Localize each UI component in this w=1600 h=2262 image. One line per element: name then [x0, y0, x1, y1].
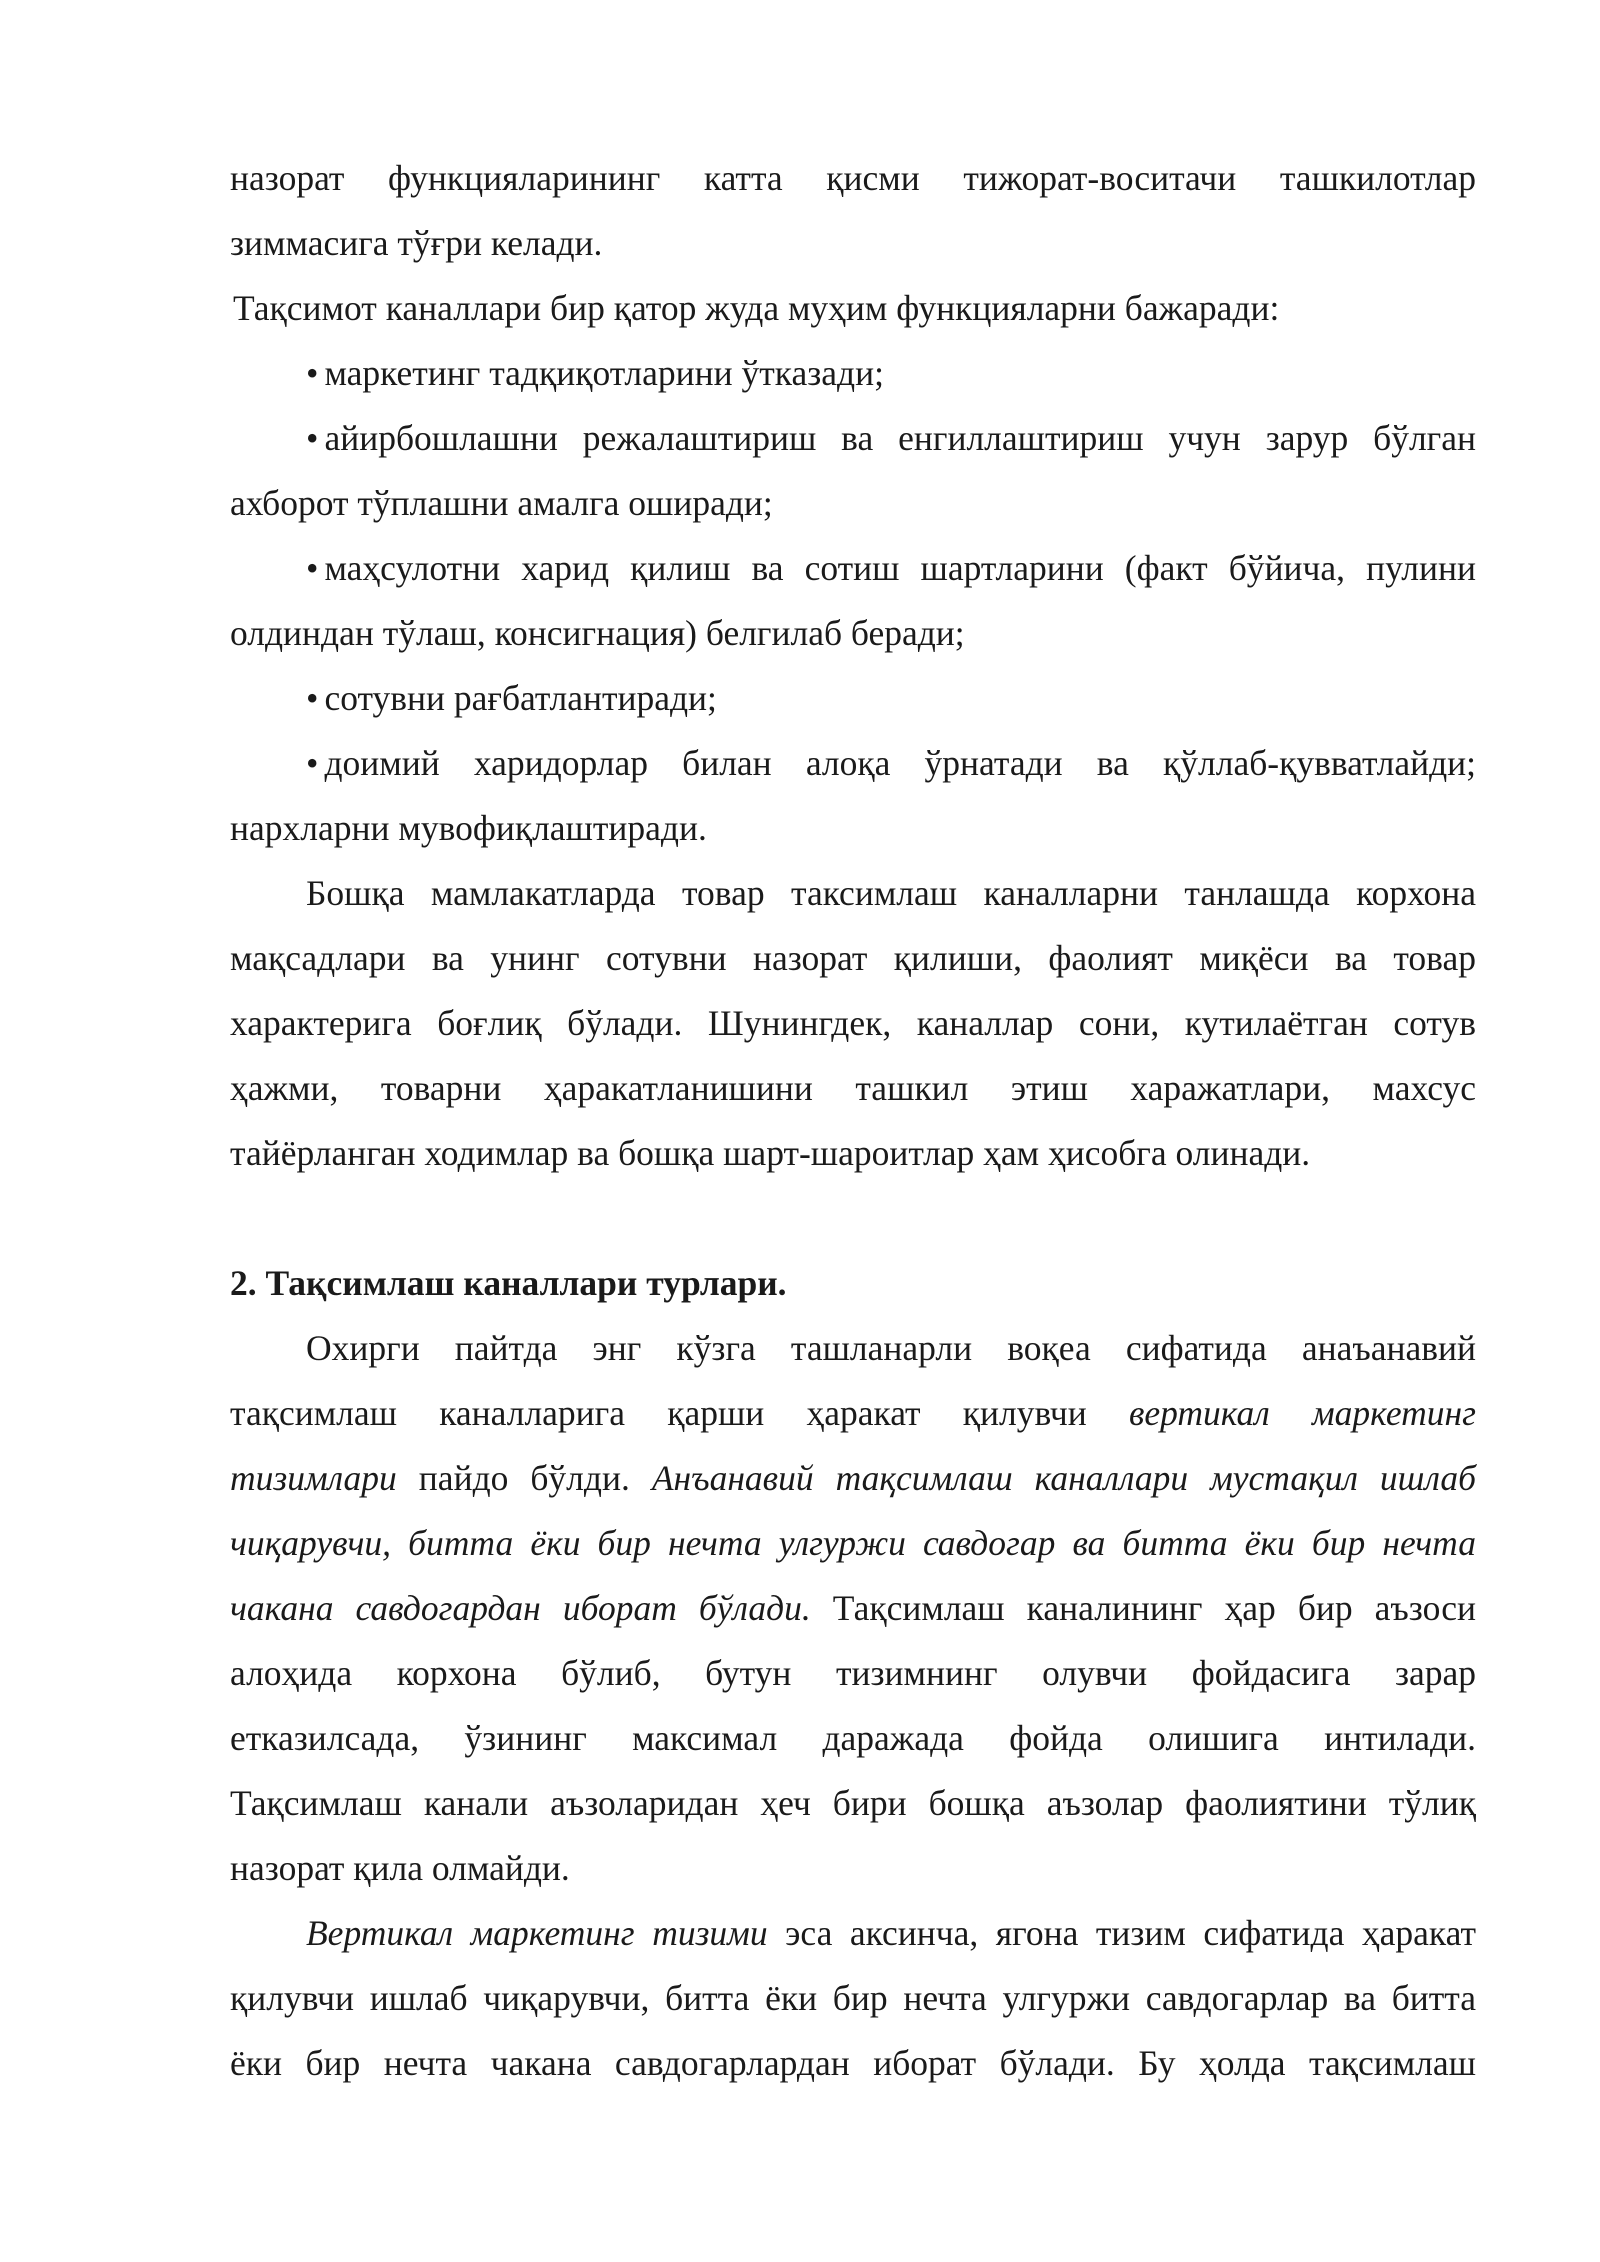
blank-line [230, 1186, 1476, 1251]
section-heading: 2. Тақсимлаш каналлари турлари. [230, 1263, 787, 1303]
paragraph-line: Охирги пайтда энг кўзга ташланарли воқеа сифатида анаъанавий [306, 1328, 1476, 1368]
italic-run: вертикал маркетинг [1128, 1393, 1476, 1433]
paragraph-line [230, 1576, 1476, 1641]
paragraph-line [230, 1511, 1476, 1576]
text-run: пайдо бўлди. [396, 1458, 652, 1498]
bullet-text: доимий харидорлар билан алоқа ўрнатади ва қўллаб-қувватлайди; [324, 743, 1476, 783]
paragraph-line: Тақсимлаш канали аъзоларидан ҳеч бири бошқа аъзолар фаолиятини тўлиқ [230, 1783, 1476, 1823]
paragraph-line [230, 1901, 1476, 1966]
paragraph-intro: Тақсимот каналлари бир қатор жуда муҳим функцияларни бажаради: [233, 288, 1280, 328]
text-run: Тақсимлаш каналининг ҳар бир аъзоси [810, 1588, 1476, 1628]
paragraph-line: қилувчи ишлаб чиқарувчи, битта ёки бир нечта улгуржи савдогарлар ва битта [230, 1978, 1476, 2018]
text-run: эса аксинча, ягона тизим сифатида ҳаракат [767, 1913, 1476, 1953]
italic-run: Анъанавий тақсимлаш каналлари мустақил ишлаб [651, 1458, 1476, 1498]
italic-run: чиқарувчи, битта ёки бир нечта улгуржи савдогар ва битта ёки бир нечта [230, 1523, 1476, 1563]
bullet-icon: • [306, 548, 319, 588]
bullet-icon: • [306, 678, 319, 718]
paragraph-line: зиммасига тўғри келади. [230, 223, 603, 263]
paragraph-line: ҳажми, товарни ҳаракатланишини ташкил этиш харажатлари, махсус [230, 1068, 1476, 1108]
paragraph-line: мақсадлари ва унинг сотувни назорат қилиши, фаолият миқёси ва товар [230, 938, 1476, 978]
text-run: тақсимлаш каналларига қарши ҳаракат қилувчи [230, 1393, 1129, 1433]
paragraph-line [230, 1381, 1476, 1446]
paragraph-line: етказилсада, ўзининг максимал даражада фойда олишига интилади. [230, 1718, 1476, 1758]
paragraph-line: Бошқа мамлакатларда товар таксимлаш каналларни танлашда корхона [306, 873, 1476, 913]
bullet-icon: • [306, 353, 319, 393]
bullet-item [230, 666, 1476, 731]
bullet-continuation: нархларни мувофиқлаштиради. [230, 808, 707, 848]
bullet-continuation: олдиндан тўлаш, консигнация) белгилаб беради; [230, 613, 965, 653]
paragraph-line: алоҳида корхона бўлиб, бутун тизимнинг олувчи фойдасига зарар [230, 1653, 1476, 1693]
italic-run: тизимлари [230, 1458, 397, 1498]
bullet-text: сотувни рағбатлантиради; [324, 678, 717, 718]
bullet-item [230, 341, 1476, 406]
bullet-icon: • [306, 743, 319, 783]
paragraph-line: назорат қила олмайди. [230, 1848, 570, 1888]
paragraph-line: ёки бир нечта чакана савдогарлардан иборат бўлади. Бу ҳолда тақсимлаш [230, 2043, 1476, 2083]
bullet-item [230, 731, 1476, 796]
bullet-item [230, 536, 1476, 601]
paragraph-line: тайёрланган ходимлар ва бошқа шарт-шароитлар ҳам ҳисобга олинади. [230, 1133, 1311, 1173]
bullet-item [230, 406, 1476, 471]
bullet-icon: • [306, 418, 319, 458]
bullet-text: маҳсулотни харид қилиш ва сотиш шартларини (факт бўйича, пулини [324, 548, 1476, 588]
italic-run: чакана савдогардан иборат бўлади. [230, 1588, 811, 1628]
paragraph-line: характерига боғлиқ бўлади. Шунингдек, каналлар сони, кутилаётган сотув [230, 1003, 1476, 1043]
bullet-text: айирбошлашни режалаштириш ва енгиллаштириш учун зарур бўлган [324, 418, 1476, 458]
bullet-continuation: ахборот тўплашни амалга оширади; [230, 483, 773, 523]
bullet-text: маркетинг тадқиқотларини ўтказади; [324, 353, 884, 393]
italic-run: Вертикал маркетинг тизими [306, 1913, 768, 1953]
paragraph-line [230, 1446, 1476, 1511]
document-page [230, 146, 1476, 2096]
paragraph-line: назорат функцияларининг катта қисми тижорат-воситачи ташкилотлар [230, 158, 1476, 198]
